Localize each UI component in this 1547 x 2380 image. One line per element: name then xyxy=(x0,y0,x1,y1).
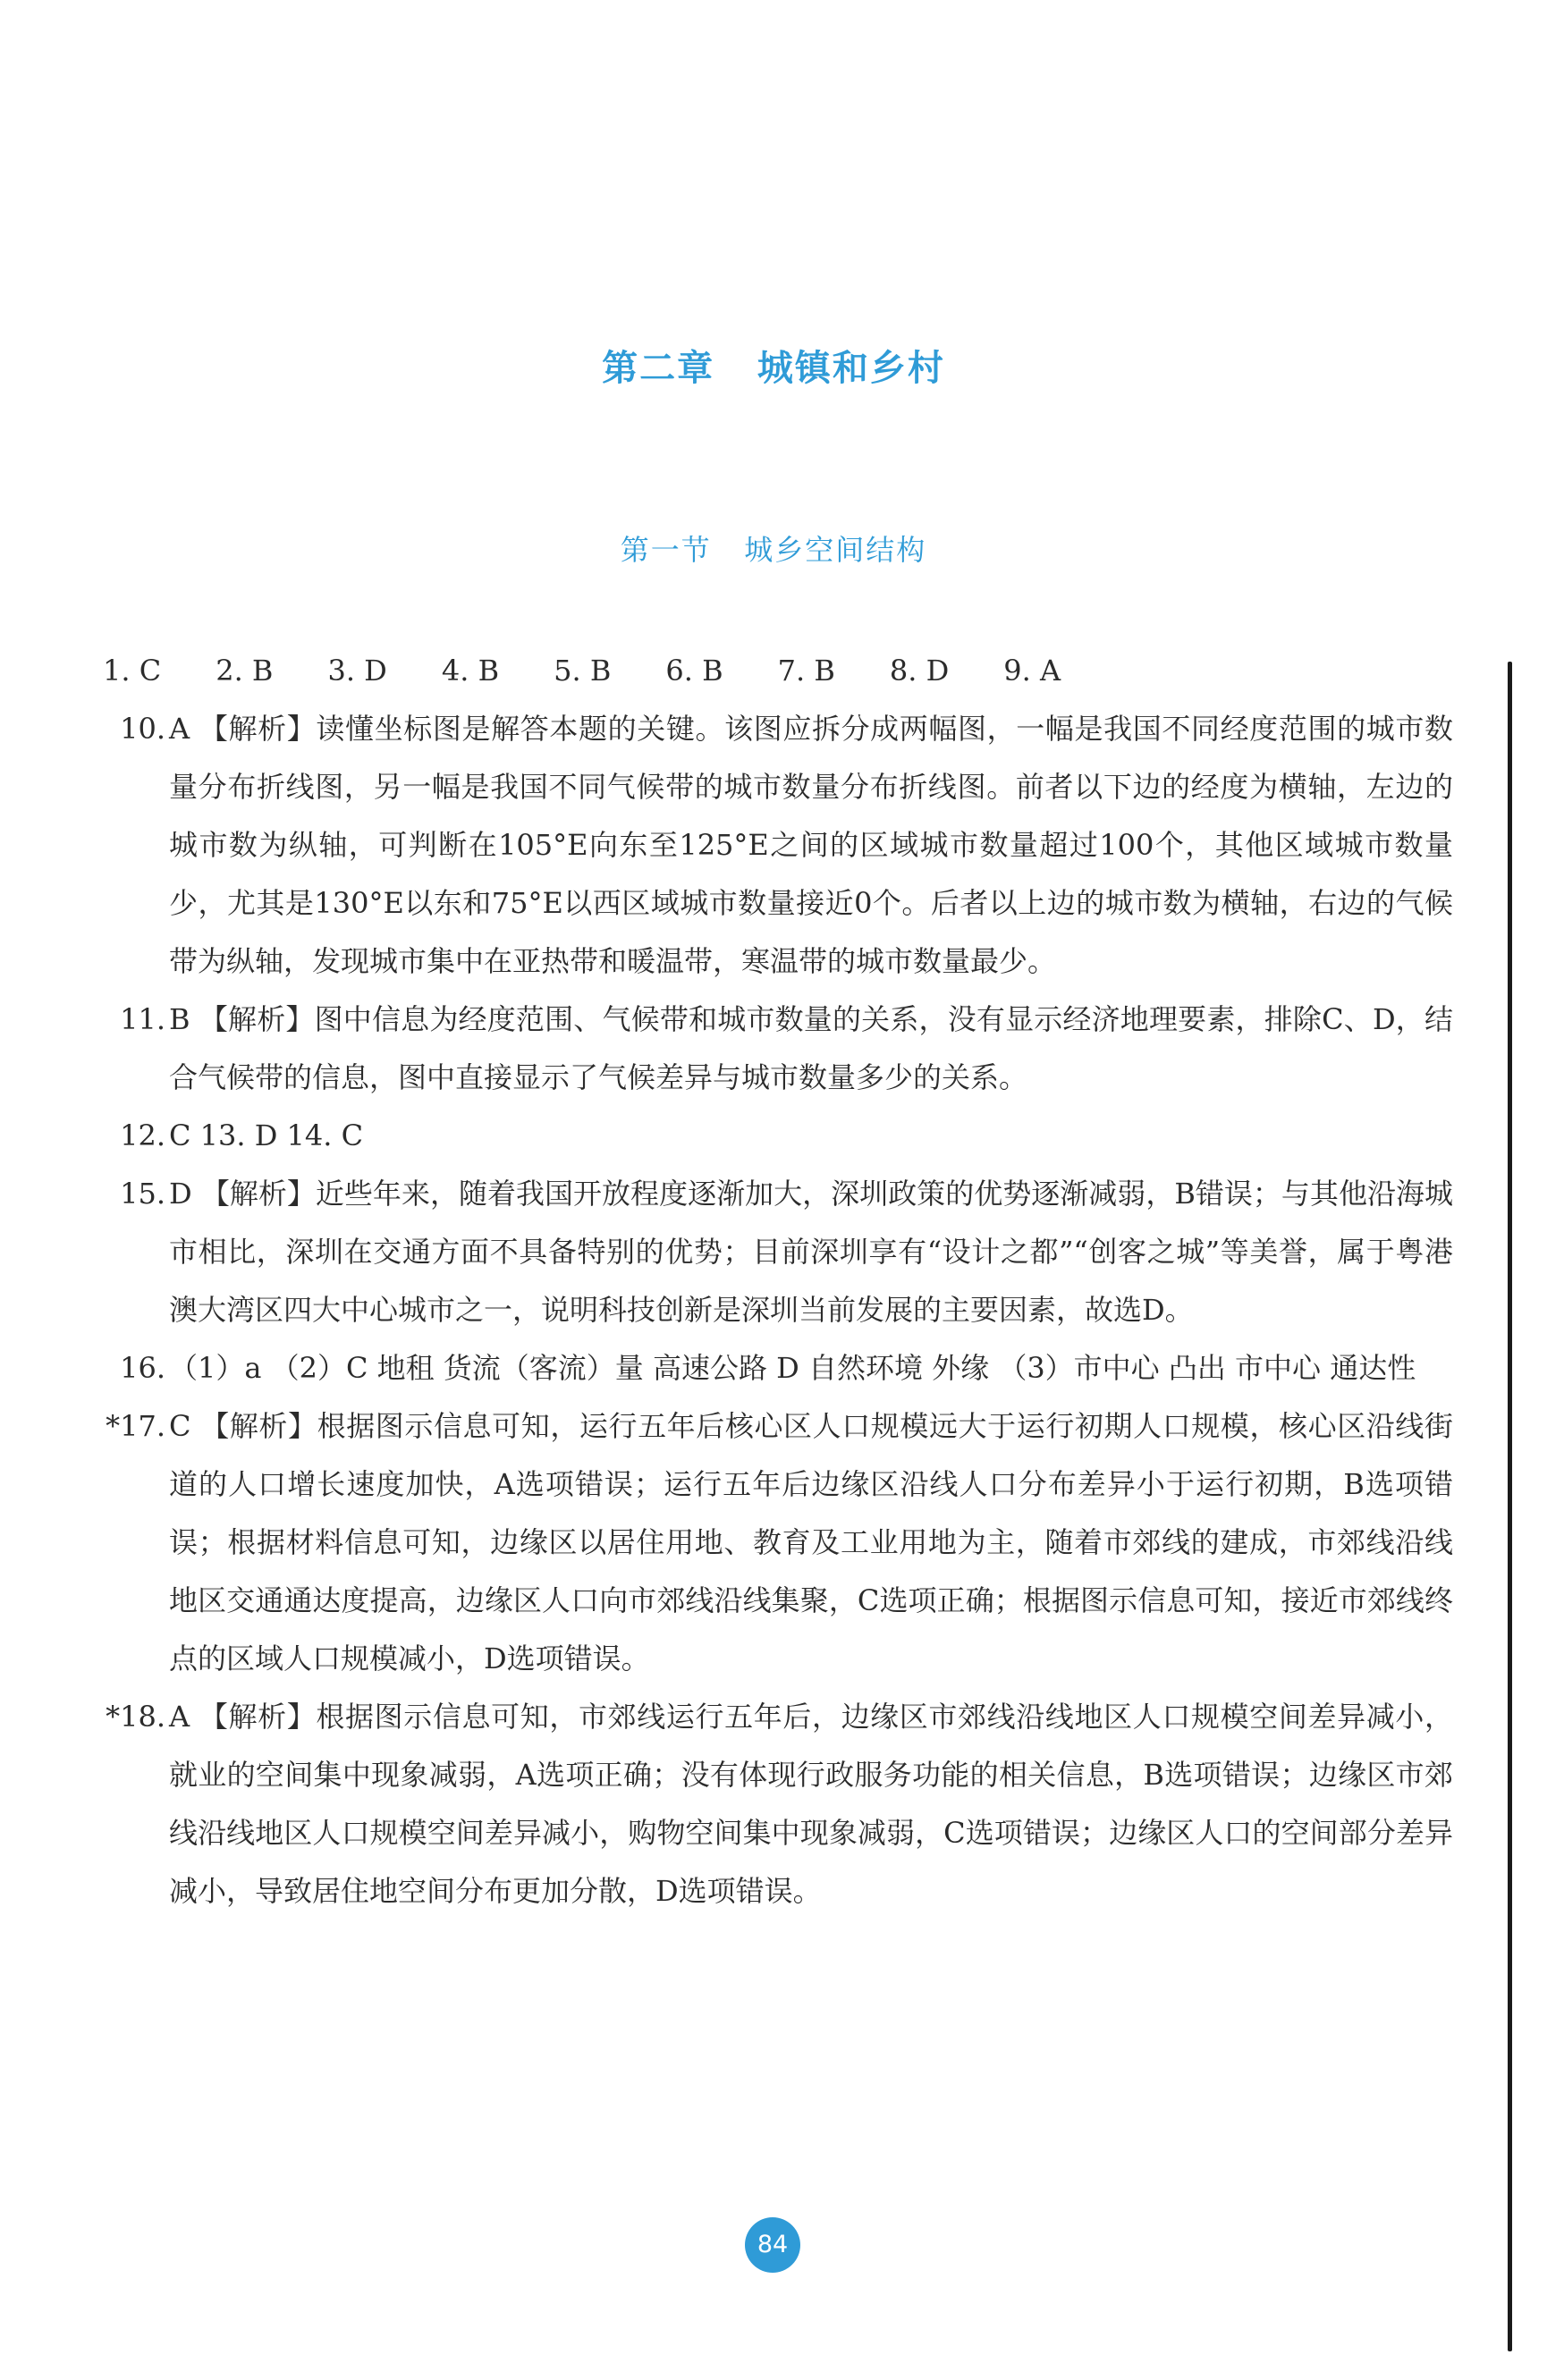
answer-item xyxy=(103,991,1453,1107)
page-edge-line xyxy=(1508,662,1512,2351)
section-title: 第一节 城乡空间结构 xyxy=(620,533,927,567)
answer-item xyxy=(103,700,1453,991)
answer-text: C 13. D 14. C xyxy=(169,1118,364,1152)
answer-text: C 【解析】根据图示信息可知，运行五年后核心区人口规模远大于运行初期人口规模，核心区沿线街道的人口增长速度加快，A选项错误；运行五年后边缘区沿线人口分布差异小于运行初期，B选项错误；根据材料信息可知，边缘区以居住用地、教育及工业用地为主，随着市郊线的建成，市郊线沿线地区交通通达度提高，边缘区人口向市郊线沿线集聚，C选项正确；根据图示信息可知，接近市郊线终点的区域人口规模减小，D选项错误。 xyxy=(169,1409,1453,1675)
answer-item xyxy=(103,1397,1453,1688)
answer-list xyxy=(103,642,1453,1920)
question-number: 15. xyxy=(120,1177,165,1211)
answer-text: B 【解析】图中信息为经度范围、气候带和城市数量的关系，没有显示经济地理要素，排除C、D，结合气候带的信息，图中直接显示了气候差异与城市数量多少的关系。 xyxy=(169,1002,1453,1094)
question-number: *17. xyxy=(106,1409,165,1443)
page-number-badge: 84 xyxy=(745,2217,800,2273)
chapter-title: 第二章 城镇和乡村 xyxy=(602,348,945,389)
mc-answers-row: 1. C 2. B 3. D 4. B 5. B 6. B 7. B 8. D 9. A xyxy=(103,654,1061,688)
answer-text: A 【解析】读懂坐标图是解答本题的关键。该图应拆分成两幅图，一幅是我国不同经度范围的城市数量分布折线图，另一幅是我国不同气候带的城市数量分布折线图。前者以下边的经度为横轴，左边的城市数为纵轴，可判断在105°E向东至125°E之间的区域城市数量超过100个，其他区域城市数量少，尤其是130°E以东和75°E以西区域城市数量接近0个。后者以上边的城市数为横轴，右边的气候带为纵轴，发现城市集中在亚热带和暖温带，寒温带的城市数量最少。 xyxy=(169,712,1453,978)
question-number: 16. xyxy=(120,1351,165,1385)
answer-item xyxy=(103,1688,1453,1920)
answer-item xyxy=(103,1107,1453,1165)
answer-item xyxy=(103,1165,1453,1339)
question-number: *18. xyxy=(106,1700,165,1734)
answer-text: D 【解析】近些年来，随着我国开放程度逐渐加大，深圳政策的优势逐渐减弱，B错误；与其他沿海城市相比，深圳在交通方面不具备特别的优势；目前深圳享有“设计之都”“创客之城”等美誉，属于粤港澳大湾区四大中心城市之一，说明科技创新是深圳当前发展的主要因素，故选D。 xyxy=(169,1177,1453,1327)
question-number: 12. xyxy=(120,1118,165,1152)
answer-item xyxy=(103,1339,1453,1397)
answer-text: （1）a （2）C 地租 货流（客流）量 高速公路 D 自然环境 外缘 （3）市中心 凸出 市中心 通达性 xyxy=(169,1351,1416,1385)
question-number: 10. xyxy=(120,712,165,746)
question-number: 11. xyxy=(120,1002,165,1036)
answer-text: A 【解析】根据图示信息可知，市郊线运行五年后，边缘区市郊线沿线地区人口规模空间差异减小，就业的空间集中现象减弱，A选项正确；没有体现行政服务功能的相关信息，B选项错误；边缘区市郊线沿线地区人口规模空间差异减小，购物空间集中现象减弱，C选项错误；边缘区人口的空间部分差异减小，导致居住地空间分布更加分散，D选项错误。 xyxy=(169,1700,1453,1908)
